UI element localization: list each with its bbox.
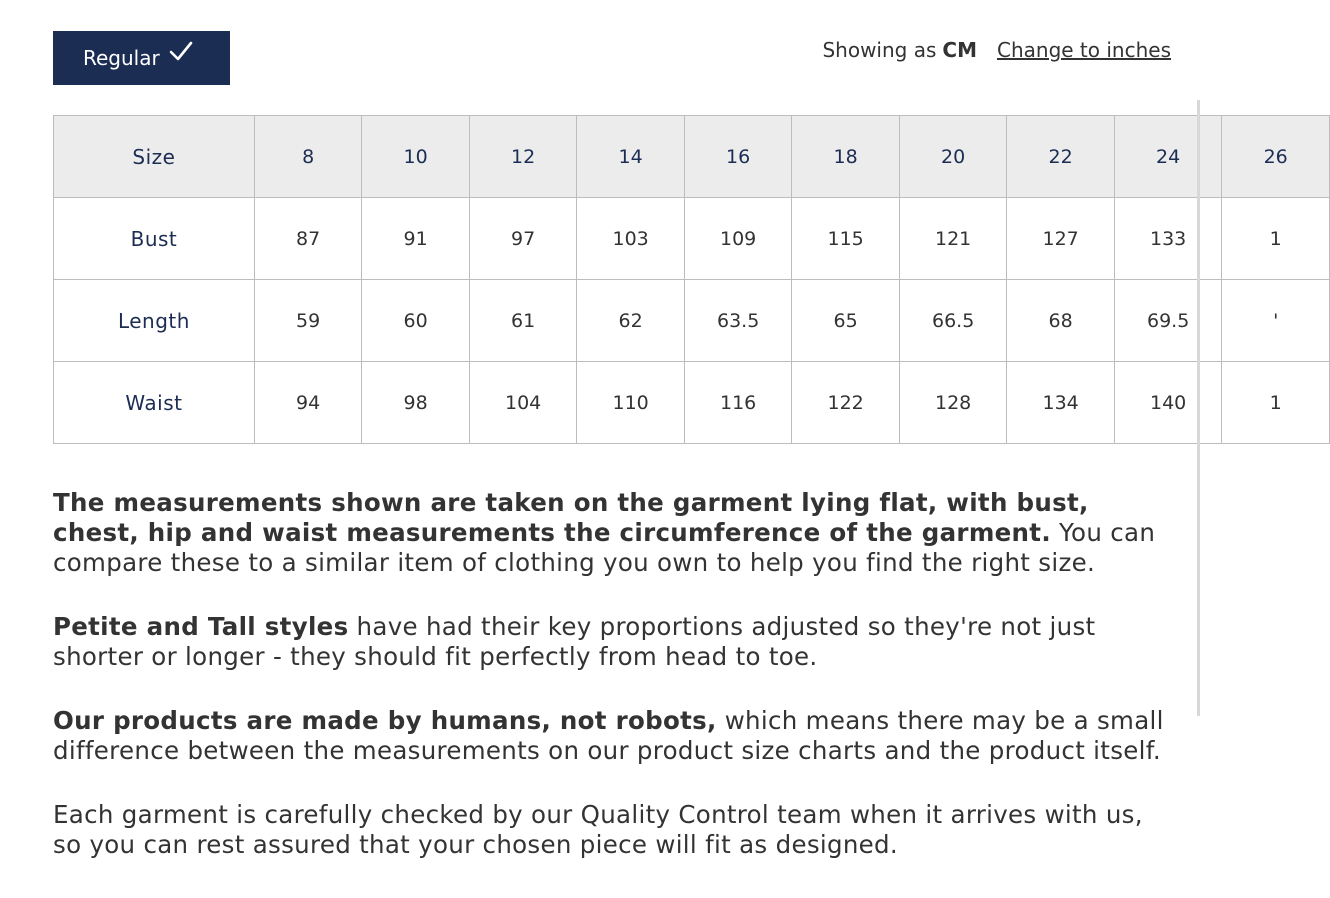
- measurement-cell: 69.5: [1114, 280, 1222, 362]
- size-header-cell: 18: [792, 116, 900, 198]
- size-header-cell: 20: [899, 116, 1007, 198]
- table-row: [54, 198, 1330, 280]
- copy-paragraph: [53, 706, 1178, 766]
- measurement-cell: 133: [1114, 198, 1222, 280]
- table-row: [54, 362, 1330, 444]
- measurement-cell: 98: [362, 362, 470, 444]
- units-showing-label: Showing as: [822, 38, 937, 62]
- size-header-cell: 22: [1007, 116, 1115, 198]
- copy-text: Each garment is carefully checked by our Quality Control team when it arrives with us, so you can rest assured that your chosen piece will fit as designed.: [53, 800, 1143, 859]
- size-guide-copy: [53, 488, 1178, 894]
- measurement-cell: 60: [362, 280, 470, 362]
- measurement-cell: 1: [1222, 198, 1330, 280]
- measurement-cell: 97: [469, 198, 577, 280]
- measurement-cell: 110: [577, 362, 685, 444]
- measurement-cell: 1: [1222, 362, 1330, 444]
- measurement-cell: 116: [684, 362, 792, 444]
- measurement-cell: 128: [899, 362, 1007, 444]
- measurement-cell: 62: [577, 280, 685, 362]
- measurement-cell: 103: [577, 198, 685, 280]
- size-header-cell: 24: [1114, 116, 1222, 198]
- copy-paragraph: [53, 488, 1178, 578]
- measurement-cell: 91: [362, 198, 470, 280]
- measurement-cell: 104: [469, 362, 577, 444]
- measurement-cell: 122: [792, 362, 900, 444]
- copy-paragraph: [53, 800, 1178, 860]
- table-row: [54, 280, 1330, 362]
- measurement-cell: 63.5: [684, 280, 792, 362]
- measurement-cell: 134: [1007, 362, 1115, 444]
- change-to-inches-link[interactable]: Change to inches: [997, 38, 1171, 62]
- size-header-cell: 10: [362, 116, 470, 198]
- measurement-cell: 61: [469, 280, 577, 362]
- table-header-row: [54, 116, 1330, 198]
- check-icon: [168, 38, 194, 64]
- copy-emphasis: The measurements shown are taken on the garment lying flat, with bust, chest, hip and waist measurements the circumference of the garment.: [53, 488, 1089, 547]
- measurement-cell: 65: [792, 280, 900, 362]
- size-header-cell: 8: [254, 116, 362, 198]
- size-header-cell: 12: [469, 116, 577, 198]
- measurement-cell: 115: [792, 198, 900, 280]
- unit-toggle: [822, 38, 1171, 62]
- current-unit: CM: [942, 38, 977, 62]
- size-chart-table[interactable]: [53, 115, 1288, 445]
- measurement-cell: 94: [254, 362, 362, 444]
- copy-text: have had their key proportions adjusted so they're not just shorter or longer - they should fit perfectly from head to toe.: [53, 612, 1096, 671]
- fit-regular-button[interactable]: [53, 31, 230, 85]
- size-header-label: Size: [54, 116, 255, 198]
- measurement-label: Length: [54, 280, 255, 362]
- measurement-cell: 109: [684, 198, 792, 280]
- measurement-cell: 140: [1114, 362, 1222, 444]
- copy-paragraph: [53, 612, 1178, 672]
- scrollbar[interactable]: [1197, 100, 1200, 716]
- measurement-cell: 121: [899, 198, 1007, 280]
- measurement-cell: 127: [1007, 198, 1115, 280]
- measurement-cell: ': [1222, 280, 1330, 362]
- size-header-cell: 14: [577, 116, 685, 198]
- measurement-cell: 66.5: [899, 280, 1007, 362]
- size-header-cell: 16: [684, 116, 792, 198]
- copy-emphasis: Petite and Tall styles: [53, 612, 349, 641]
- measurement-label: Waist: [54, 362, 255, 444]
- size-header-cell: 26: [1222, 116, 1330, 198]
- fit-regular-label: Regular: [83, 46, 160, 70]
- copy-emphasis: Our products are made by humans, not robots,: [53, 706, 717, 735]
- copy-text: which means there may be a small difference between the measurements on our product size charts and the product itself.: [53, 706, 1164, 765]
- copy-text: You can compare these to a similar item of clothing you own to help you find the right size.: [53, 518, 1156, 577]
- measurement-cell: 87: [254, 198, 362, 280]
- measurement-cell: 59: [254, 280, 362, 362]
- measurement-label: Bust: [54, 198, 255, 280]
- measurement-cell: 68: [1007, 280, 1115, 362]
